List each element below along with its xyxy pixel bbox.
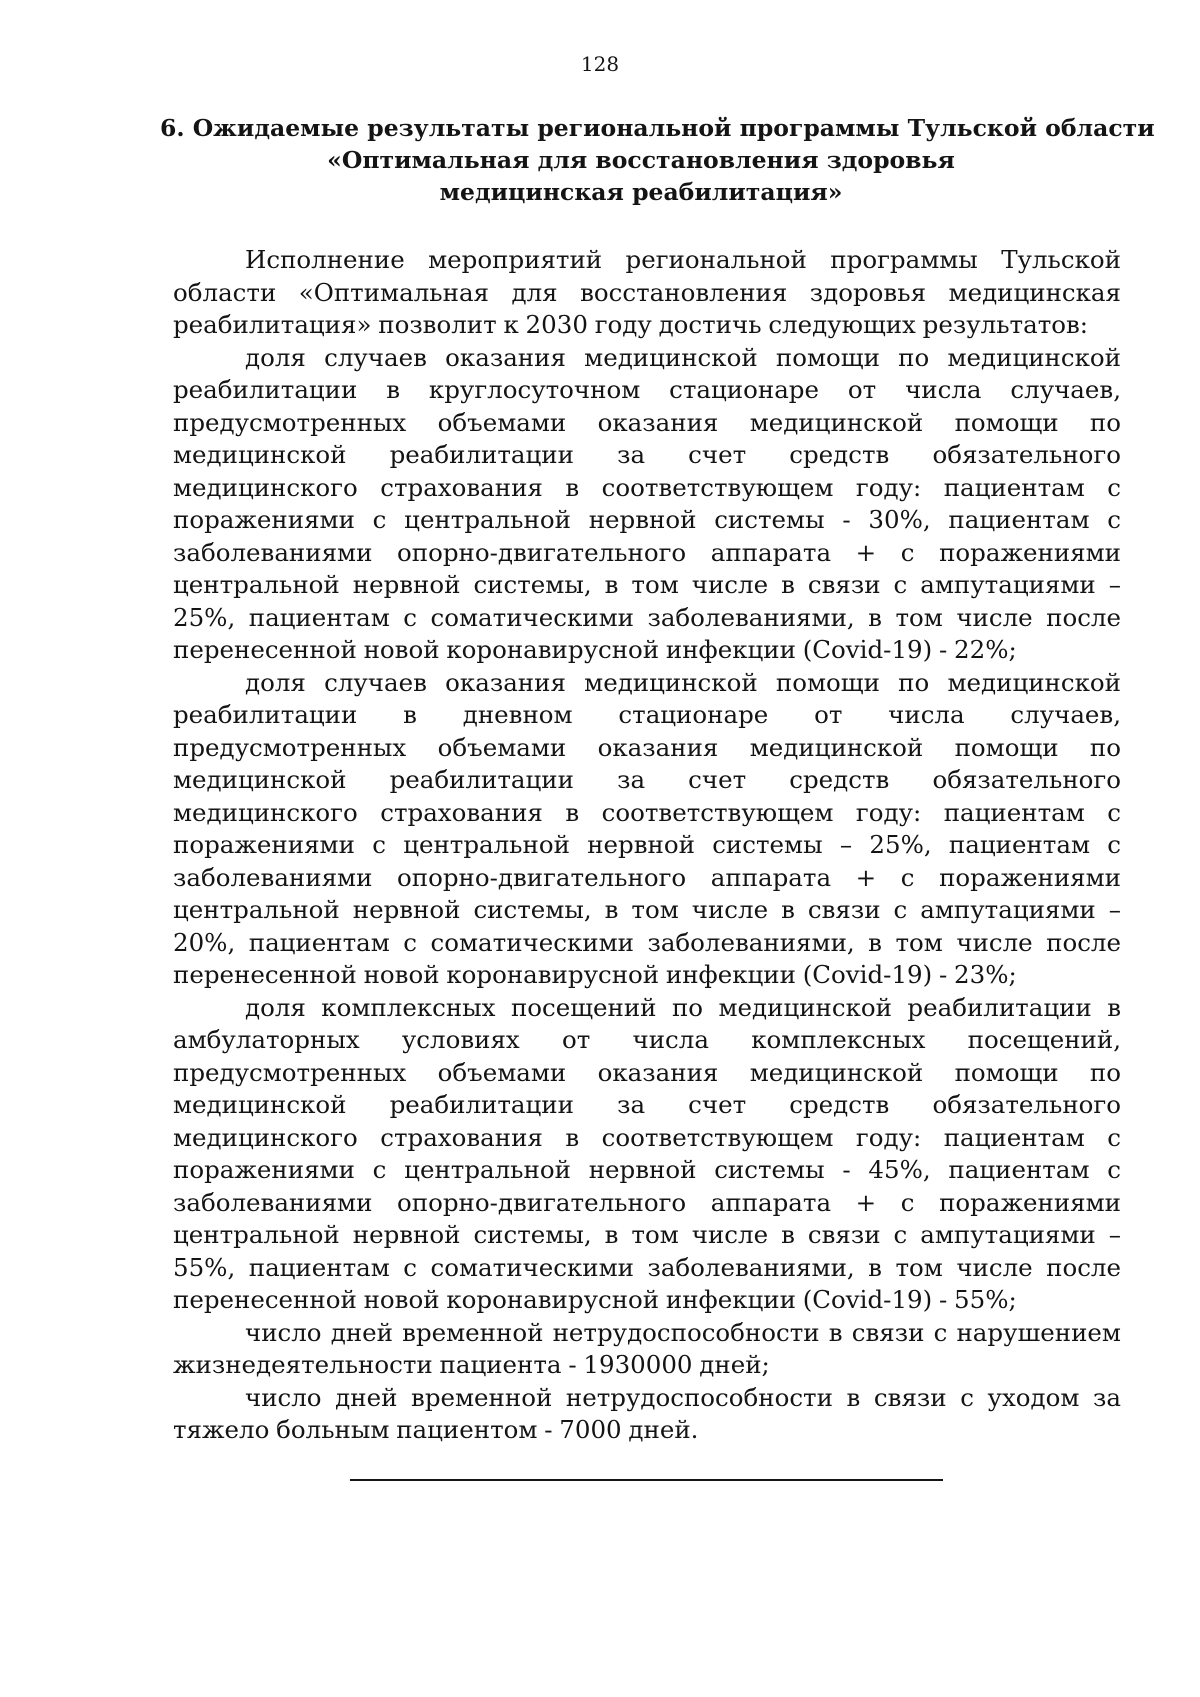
paragraph-round-the-clock: доля случаев оказания медицинской помощи по медицинской реабилитации в круглосуточном стационаре от числа случаев, предусмотренных объемами оказания медицинской помощи по медицинской реабилитации за счет средств обязательного медицинского страхования в соответствующем году: пациентам с поражениями с центральной нервной системы - 30%, пациентам с заболеваниями опорно-двигательного аппарата + с поражениями центральной нервной системы, в том числе в связи с ампутациями – 25%, пациентам с соматическими заболеваниями, в том числе после перенесенной новой коронавирусной инфекции (Covid-19) - 22%;: [173, 342, 1121, 664]
paragraph-disability-days: число дней временной нетрудоспособности в связи с нарушением жизнедеятельности пациента - 1930000 дней;: [173, 1317, 1121, 1379]
paragraph-care-days: число дней временной нетрудоспособности в связи с уходом за тяжело больным пациентом - 7000 дней.: [173, 1382, 1121, 1444]
section-heading: [160, 112, 1155, 208]
end-divider: [350, 1479, 943, 1481]
paragraph-day-hospital: доля случаев оказания медицинской помощи по медицинской реабилитации в дневном стационаре от числа случаев, предусмотренных объемами оказания медицинской помощи по медицинской реабилитации за счет средств обязательного медицинского страхования в соответствующем году: пациентам с поражениями с центральной нервной системы – 25%, пациентам с заболеваниями опорно-двигательного аппарата + с поражениями центральной нервной системы, в том числе в связи с ампутациями – 20%, пациентам с соматическими заболеваниями, в том числе после перенесенной новой коронавирусной инфекции (Covid-19) - 23%;: [173, 667, 1121, 989]
heading-line-1: 6. Ожидаемые результаты региональной программы Тульской области: [160, 114, 1155, 142]
page-number: 128: [580, 52, 620, 76]
paragraph-intro: Исполнение мероприятий региональной программы Тульской области «Оптимальная для восстановления здоровья медицинская реабилитация» позволит к 2030 году достичь следующих результатов:: [173, 245, 1121, 339]
heading-line-2: «Оптимальная для восстановления здоровья: [327, 146, 955, 174]
paragraph-outpatient: доля комплексных посещений по медицинской реабилитации в амбулаторных условиях от числа комплексных посещений, предусмотренных объемами оказания медицинской помощи по медицинской реабилитации за счет средств обязательного медицинского страхования в соответствующем году: пациентам с поражениями с центральной нервной системы - 45%, пациентам с заболеваниями опорно-двигательного аппарата + с поражениями центральной нервной системы, в том числе в связи с ампутациями – 55%, пациентам с соматическими заболеваниями, в том числе после перенесенной новой коронавирусной инфекции (Covid-19) - 55%;: [173, 992, 1121, 1314]
document-body: [173, 244, 1121, 1447]
heading-line-3: медицинская реабилитация»: [439, 178, 843, 206]
